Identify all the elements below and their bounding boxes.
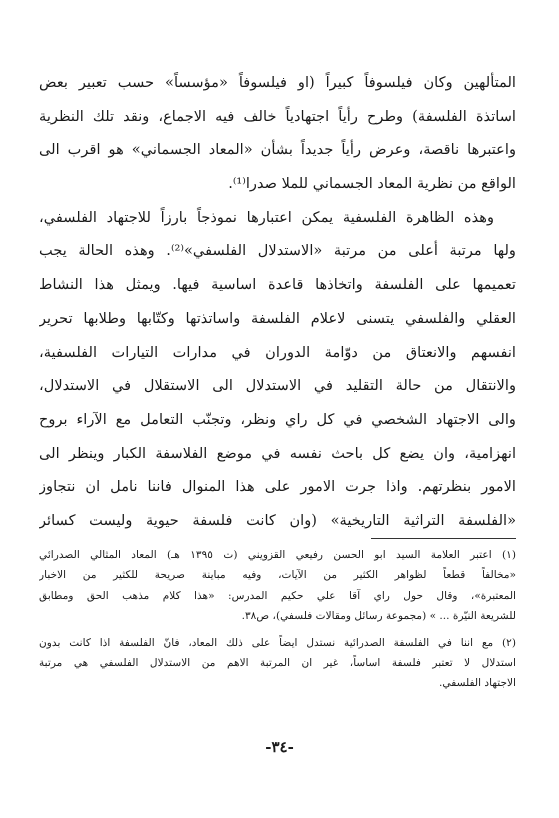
footnote-separator [371, 538, 516, 539]
body-line: تعميمها على الفلسفة واتخاذها قاعدة اساسية فيها. ويمثل هذا النشاط [39, 276, 516, 294]
body-text [39, 66, 516, 538]
footnotes [39, 545, 516, 694]
body-line: والى الاجتهاد الشخصي في كل راي ونظر، وتجنّب التعامل مع الآراء بروح [39, 410, 516, 428]
footnote-line: الاجتهاد الفلسفي. [439, 677, 516, 690]
body-line: انفسهم والانعتاق من دوّامة الدوران في مدارات التيارات الفلسفية، [39, 343, 516, 361]
footnote-line: للشريعة النيّرة ... » (مجموعة رسائل ومقالات فلسفي)، ص٣٨. [241, 610, 516, 623]
footnote-line: «مخالفاً قطعاً لظواهر الكثير من الآيات، وفيه مباينة صريحة للكثير من الاخبار [39, 569, 516, 582]
body-line: وهذه الظاهرة الفلسفية يمكن اعتبارها نموذجاً بارزاً للاجتهاد الفلسفي، [39, 208, 494, 226]
body-line: الواقع من نظرية المعاد الجسماني للملا صدرا⁽¹⁾. [228, 175, 516, 193]
body-line: اساتذة الفلسفة) وطرح رأياً اجتهادياً خالف فيه الاجماع، ونقد تلك النظرية [39, 107, 516, 125]
footnote-line: (١) اعتبر العلامة السيد ابو الحسن رفيعي القزويني (ت ١٣٩٥ هـ) المعاد المثالي الصدرائي [39, 549, 516, 561]
body-line: والانتقال من حالة التقليد في الاستدلال الى الاستقلال في الاستدلال، [39, 377, 516, 395]
footnote-2 [39, 633, 516, 694]
body-line: واعتبرها ناقصة، وعرض رأياً جديداً بشأن «المعاد الجسماني» هو اقرب الى [39, 141, 516, 159]
body-line: «الفلسفة التراثية التاريخية» (وان كانت فلسفة حيوية وليست كسائر [39, 511, 516, 529]
page-number: -٣٤- [265, 738, 294, 756]
footnote-1 [39, 545, 516, 627]
body-line: انهزامية، وان يضع كل باحث نفسه في موضع الفلاسفة الكبار وينظر الى [39, 444, 516, 462]
footnote-line: (٢) مع اننا في الفلسفة الصدرائية نستدل ايضاً على ذلك المعاد، فانّ الفلسفة اذا كانت بدون [39, 636, 516, 649]
body-line: الامور بنظرتهم. واذا جرت الامور على هذا المنوال فاننا نامل ان نتجاوز [39, 478, 516, 496]
body-line: المتألهين وكان فيلسوفاً كبيراً (او فيلسوفاً «مؤسساً» حسب تعبير بعض [39, 74, 516, 91]
footnote-line: المعتبرة»، وقال حول راي آقا علي حكيم المدرس: «هذا كلام مذهب الحق ومطابق [39, 589, 516, 602]
body-line: ولها مرتبة أعلى من مرتبة «الاستدلال الفلسفي»⁽²⁾. وهذه الحالة يجب [39, 242, 516, 260]
body-line: العقلي والفلسفي يتسنى لاعلام الفلسفة واساتذتها وكتّابها وطلابها تحرير [39, 309, 516, 327]
footnote-line: استدلال لا تعتبر فلسفة اساساً، غير ان المرتبة الاهم من الاستدلال الفلسفي هي مرتبة [39, 656, 516, 669]
